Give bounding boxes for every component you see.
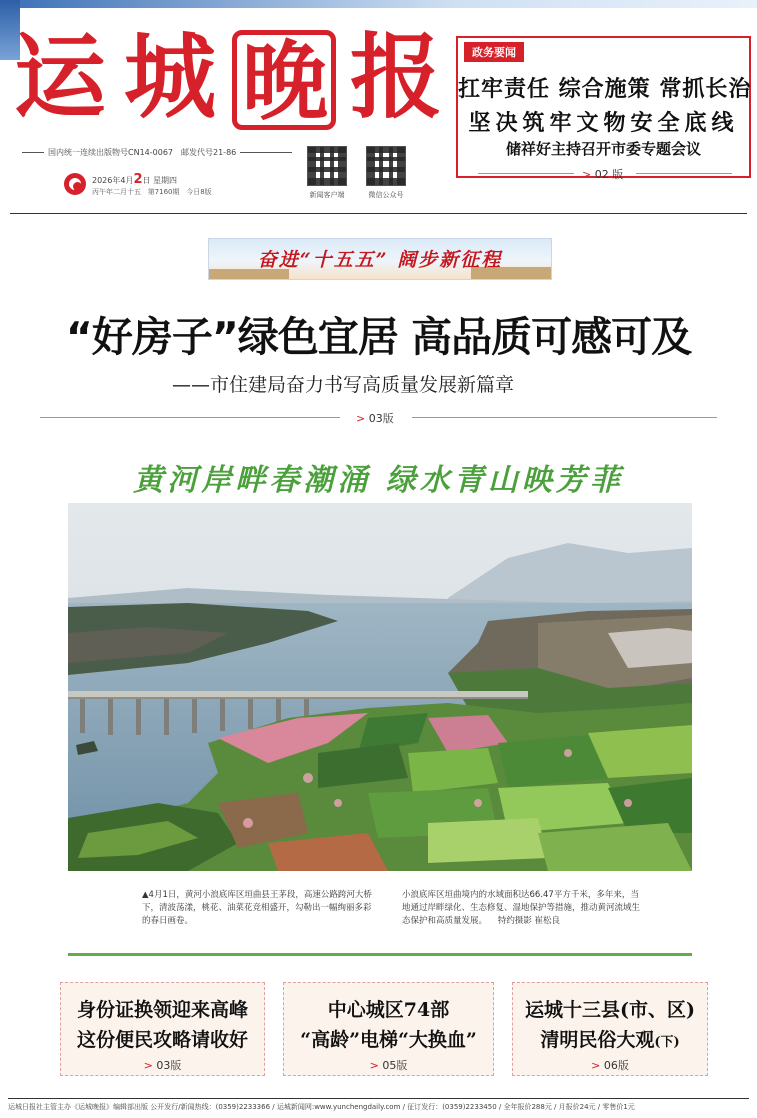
chevron-right-icon: > bbox=[591, 1059, 601, 1072]
news-headline-line1: 扛牢责任 综合施策 常抓长治 bbox=[458, 77, 752, 102]
page-reference[interactable]: > 03版 bbox=[40, 410, 717, 424]
teaser-box[interactable] bbox=[283, 982, 494, 1076]
issue-line: 丙午年二月十五 第7160期 今日8版 bbox=[92, 188, 212, 196]
qr-code-icon[interactable] bbox=[307, 146, 347, 186]
chevron-right-icon: > bbox=[356, 412, 366, 425]
section-tag: 政务要闻 bbox=[464, 42, 524, 62]
masthead-seal-box bbox=[232, 30, 336, 130]
teaser-line1: 运城十三县(市、区) bbox=[525, 999, 695, 1021]
teaser-line2: “高龄”电梯“大换血” bbox=[300, 1029, 477, 1051]
photo-credit: 特约摄影 崔松良 bbox=[497, 916, 561, 926]
date-line: 2026年4月2日 星期四 bbox=[92, 172, 178, 187]
chevron-right-icon: > bbox=[143, 1059, 153, 1072]
qr-label: 新闻客户端 bbox=[309, 191, 345, 199]
publication-info bbox=[18, 147, 296, 158]
page-reference[interactable]: > 02 版 bbox=[458, 166, 749, 180]
date-day: 2 bbox=[133, 172, 143, 187]
feature-divider bbox=[68, 953, 692, 956]
news-subheadline: 储祥好主持召开市委专题会议 bbox=[505, 140, 701, 158]
masthead-char: 报 bbox=[350, 23, 443, 131]
caption-right: 小浪底库区垣曲境内的水域面积达66.47平方千米，多年来，当地通过岸畔绿化、生态修复、湿地保护等措施，推动黄河流域生态保护和高质量发展。 特约摄影 崔松良 bbox=[402, 890, 641, 926]
teaser-box[interactable] bbox=[60, 982, 265, 1076]
teaser-box[interactable] bbox=[512, 982, 708, 1076]
photo-caption bbox=[68, 871, 692, 955]
main-subheadline: ——市住建局奋力书写高质量发展新篇章 bbox=[172, 374, 515, 396]
government-news-box[interactable] bbox=[456, 36, 752, 181]
teaser-line2: 这份便民攻略请收好 bbox=[76, 1029, 248, 1051]
teaser-line2: 清明民俗大观(下) bbox=[540, 1029, 680, 1051]
teaser-line1: 中心城区74部 bbox=[327, 999, 450, 1021]
teaser-page: > 03版 bbox=[143, 1059, 182, 1072]
top-edge-decoration bbox=[0, 0, 757, 8]
qr-code-icon[interactable] bbox=[366, 146, 406, 186]
newspaper-emblem-icon bbox=[64, 173, 86, 195]
masthead-char: 晚 bbox=[242, 31, 328, 132]
news-headline-line2: 坚决筑牢文物安全底线 bbox=[468, 111, 739, 136]
teaser-page: > 06版 bbox=[591, 1059, 629, 1072]
cn-number: 国内统一连续出版物号CN14-0067 bbox=[48, 148, 173, 157]
chevron-right-icon: > bbox=[582, 168, 592, 181]
masthead-logo bbox=[14, 22, 454, 132]
teaser-line1: 身份证换领迎来高峰 bbox=[76, 999, 248, 1021]
masthead-char: 运 bbox=[14, 23, 107, 131]
teaser-page: > 05版 bbox=[369, 1059, 408, 1072]
qr-label: 微信公众号 bbox=[368, 191, 404, 199]
masthead-divider bbox=[10, 213, 747, 214]
chevron-right-icon: > bbox=[369, 1059, 379, 1072]
caption-left: ▲4月1日，黄河小浪底库区垣曲县王茅段，高速公路跨河大桥下，清波荡漾，桃花、油菜花竞相盛开，勾勒出一幅绚丽多彩的春日画卷。 bbox=[142, 890, 372, 926]
footer-imprint: 运城日报社主管主办《运城晚报》编辑部出版 公开发行/新闻热线：(0359)2233366 / 运城新闻网:www.yunchengdaily.com / 征订发行：(0359)2233450 / 全年报价288元 / 月报价24元 / 零售价1元 bbox=[8, 1098, 749, 1112]
date-block bbox=[64, 170, 304, 198]
theme-banner bbox=[208, 238, 552, 280]
postal-code: 邮发代号21-86 bbox=[181, 148, 237, 157]
main-headline[interactable]: “好房子”绿色宜居 高品质可感可及 bbox=[65, 313, 692, 361]
banner-text: 奋进“十五五” 阔步新征程 bbox=[257, 249, 503, 271]
masthead-char: 城 bbox=[124, 23, 217, 131]
landscape-image bbox=[68, 503, 692, 871]
feature-photo[interactable] bbox=[68, 503, 692, 871]
feature-title: 黄河岸畔春潮涌 绿水青山映芳菲 bbox=[133, 463, 624, 498]
